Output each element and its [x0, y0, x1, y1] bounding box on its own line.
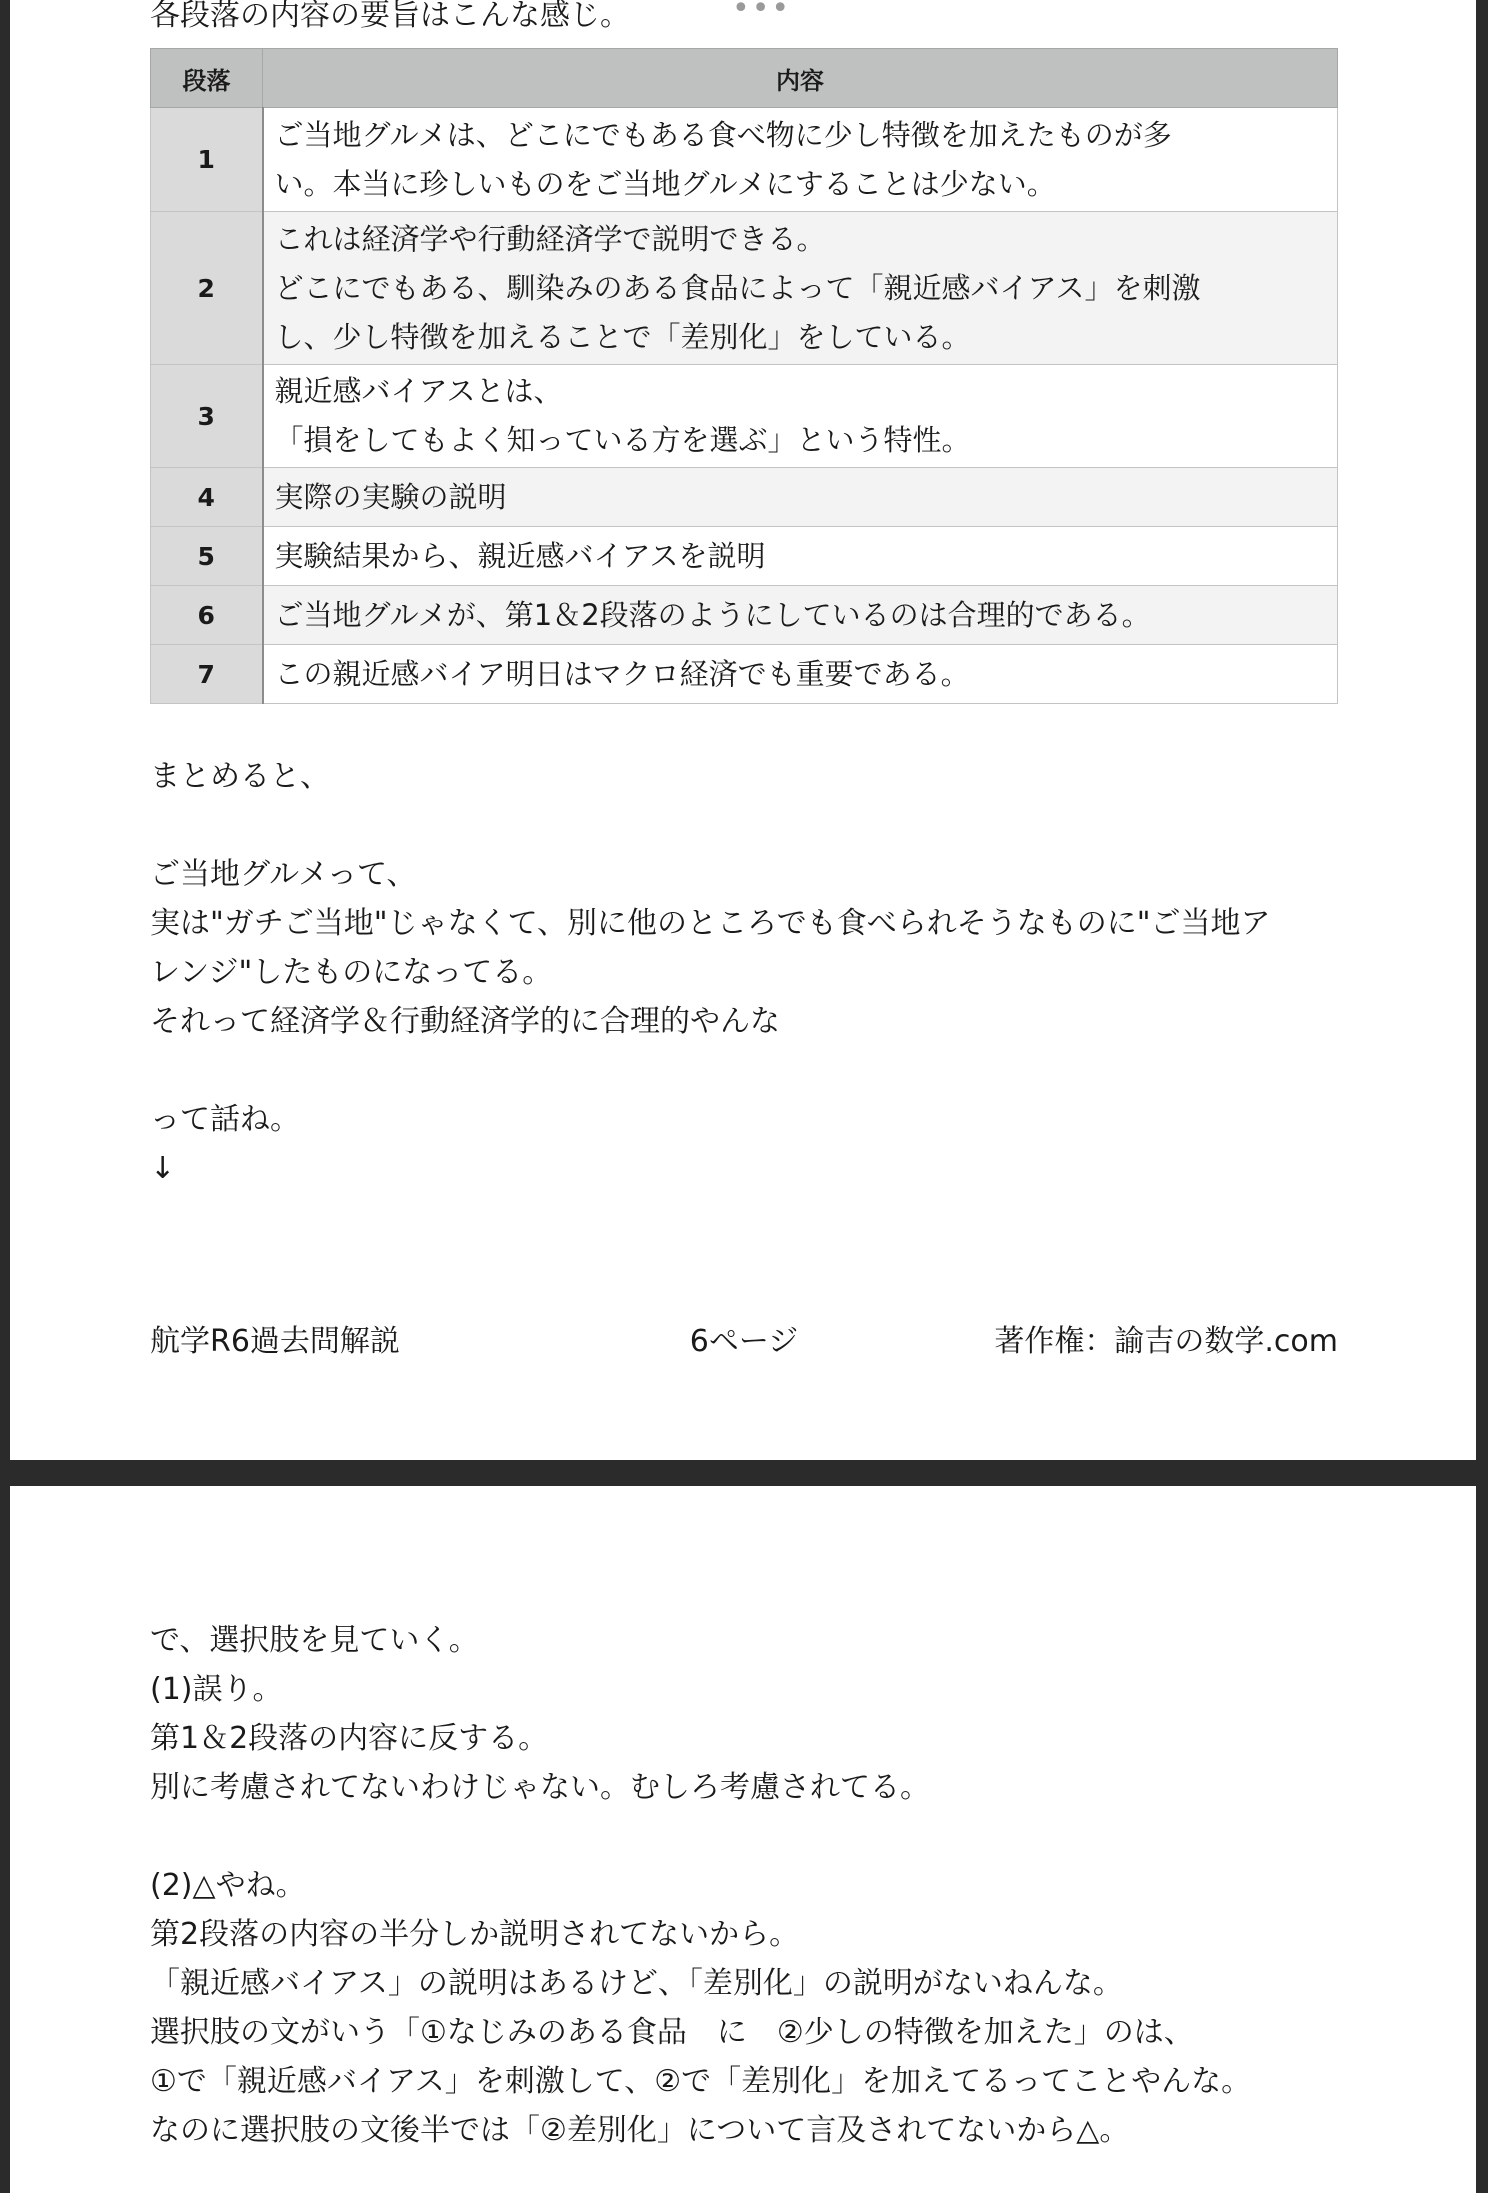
paragraph-summary-table: [150, 48, 1338, 704]
footer-page-number: 6ページ: [689, 1324, 799, 1359]
summary-line: どこにでもある、馴染みのある食品によって「親近感バイアス」を刺激: [274, 270, 1201, 305]
text-line: なのに選択肢の文後半では「②差別化」について言及されてないから△。: [150, 2113, 1130, 2148]
table-row: [151, 212, 1338, 365]
text-line: 選択肢の文がいう「①なじみのある食品 に ②少しの特徴を加えた」のは、: [150, 2015, 1194, 2050]
text-line: 第2段落の内容の半分しか説明されてないから。: [150, 1917, 800, 1952]
paragraph-summary: [263, 586, 1338, 645]
summary-text: [150, 752, 1271, 1193]
summary-line: 「損をしてもよく知っている方を選ぶ」という特性。: [274, 423, 971, 457]
more-options-icon[interactable]: •••: [732, 0, 792, 26]
table-row: [151, 365, 1338, 468]
text-line: まとめると、: [150, 759, 330, 794]
table-header-row: [151, 49, 1338, 108]
down-arrow-icon: ↓: [150, 1151, 176, 1186]
summary-line: し、少し特徴を加えることで「差別化」をしている。: [274, 319, 971, 354]
summary-line: い。本当に珍しいものをご当地グルメにすることは少ない。: [274, 166, 1056, 201]
paragraph-number: 6: [151, 586, 263, 645]
header-content: 内容: [263, 49, 1338, 108]
text-line: [150, 801, 1271, 850]
paragraph-summary: [263, 527, 1338, 586]
text-line: レンジ"したものになってる。: [150, 955, 553, 990]
text-line: [150, 1812, 1251, 1861]
text-line: 実は"ガチご当地"じゃなくて、別に他のところでも食べられそうなものに"ご当地ア: [150, 906, 1271, 941]
summary-line: 親近感バイアスとは、: [274, 374, 563, 408]
text-line: (1)誤り。: [150, 1672, 283, 1707]
summary-line: 実験結果から、親近感バイアスを説明: [274, 538, 766, 573]
footer-copyright: 著作権：諭吉の数学.com: [994, 1324, 1338, 1359]
header-paragraph: 段落: [151, 49, 263, 108]
text-line: 別に考慮されてないわけじゃない。むしろ考慮されてる。: [150, 1770, 930, 1805]
table-row: [151, 645, 1338, 704]
document-page-6: [10, 0, 1476, 1460]
document-page-7: [10, 1486, 1476, 2193]
summary-line: ご当地グルメが、第1＆2段落のようにしているのは合理的である。: [274, 597, 1151, 632]
paragraph-summary: [263, 645, 1338, 704]
paragraph-number: 5: [151, 527, 263, 586]
page-footer: [150, 1320, 1338, 1364]
paragraph-number: 7: [151, 645, 263, 704]
text-line: それって経済学＆行動経済学的に合理的やんな: [150, 1004, 780, 1039]
summary-line: この親近感バイア明日はマクロ経済でも重要である。: [274, 656, 970, 691]
choices-explanation: [150, 1616, 1251, 2155]
paragraph-summary: [263, 468, 1338, 527]
text-line: で、選択肢を見ていく。: [150, 1623, 479, 1658]
table-row: [151, 586, 1338, 645]
paragraph-number: 1: [151, 108, 263, 212]
summary-line: ご当地グルメは、どこにでもある食べ物に少し特徴を加えたものが多: [274, 117, 1172, 152]
text-line: 「親近感バイアス」の説明はあるけど、「差別化」の説明がないねんな。: [150, 1966, 1123, 2001]
table-row: [151, 108, 1338, 212]
table-row: [151, 527, 1338, 586]
text-line: (2)△やね。: [150, 1868, 306, 1903]
text-line: ご当地グルメって、: [150, 857, 417, 892]
paragraph-summary: [263, 365, 1338, 468]
paragraph-number: 3: [151, 365, 263, 468]
paragraph-summary: [263, 108, 1338, 212]
intro-text: 各段落の内容の要旨はこんな感じ。: [150, 0, 630, 33]
footer-title: 航学R6過去問解説: [150, 1324, 400, 1359]
paragraph-summary: [263, 212, 1338, 365]
text-line: [150, 1046, 1271, 1095]
summary-line: 実際の実験の説明: [274, 479, 507, 514]
text-line: 第1＆2段落の内容に反する。: [150, 1721, 549, 1756]
paragraph-number: 2: [151, 212, 263, 365]
text-line: って話ね。: [150, 1102, 300, 1137]
paragraph-number: 4: [151, 468, 263, 527]
text-line: ①で「親近感バイアス」を刺激して、②で「差別化」を加えてるってことやんな。: [150, 2064, 1252, 2099]
summary-line: これは経済学や行動経済学で説明できる。: [274, 221, 826, 256]
table-row: [151, 468, 1338, 527]
